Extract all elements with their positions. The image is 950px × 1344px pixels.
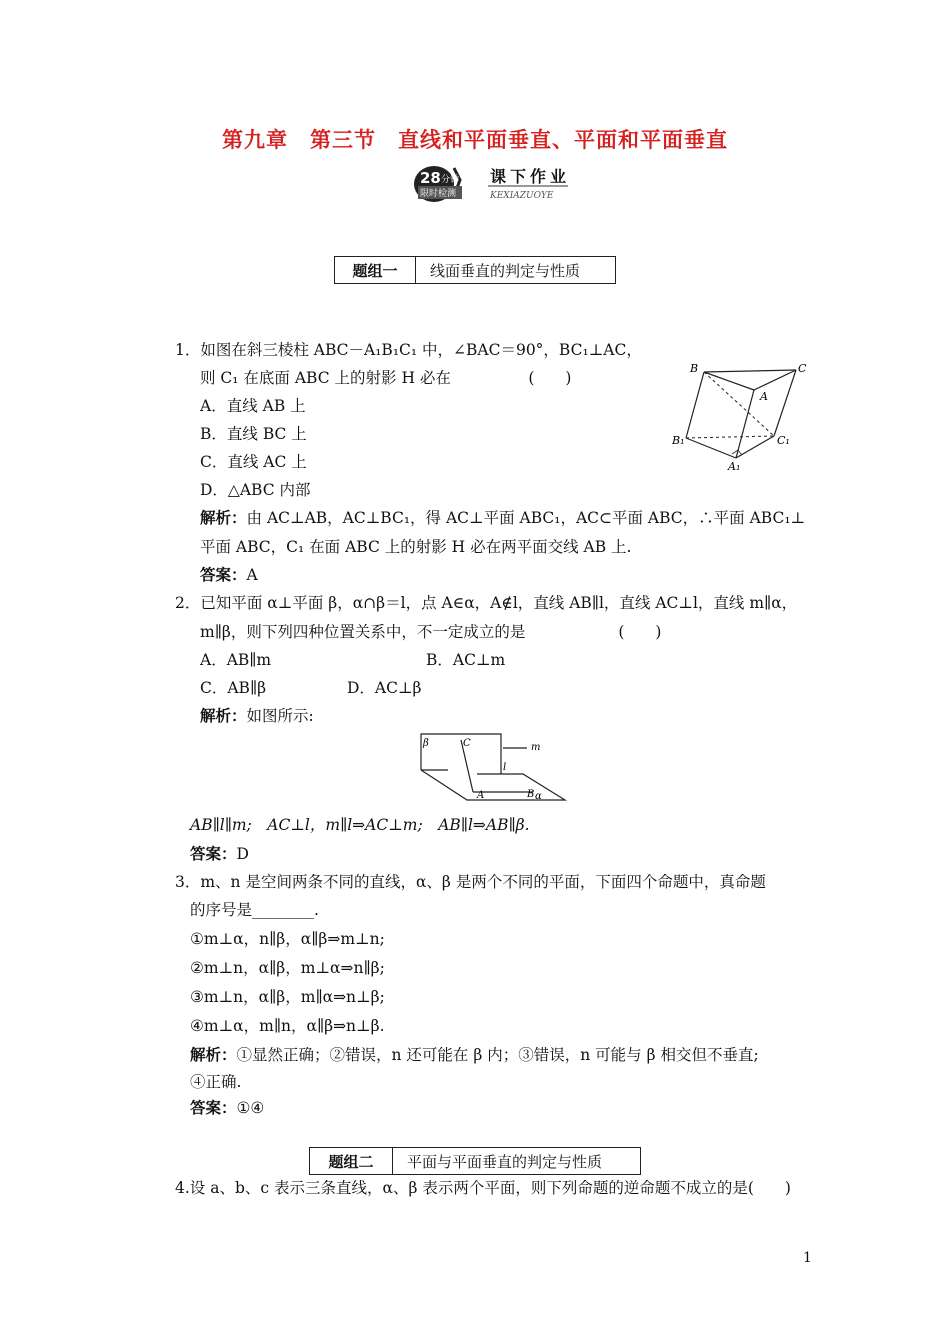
q2-option-d: D．AC⊥β [347, 679, 422, 697]
q2-answer [190, 844, 249, 864]
analysis-label: 解析： [190, 1046, 237, 1064]
banner [408, 160, 578, 204]
q1-line2: 则 C₁ 在底面 ABC 上的射影 H 必在 ( ) [200, 369, 572, 387]
fig-label-A: A [760, 390, 768, 403]
banner-pinyin: KEXIAZUOYE [490, 191, 554, 201]
q2-line1: 2．已知平面 α⊥平面 β，α∩β＝l，点 A∈α，A∉l，直线 AB∥l，直线 AC⊥l，直线 m∥α， [175, 594, 798, 612]
q3-proposition-2: ②m⊥n，α∥β，m⊥α⇒n∥β; [190, 959, 385, 977]
fig-label-A: A [477, 790, 485, 801]
answer-value: D [236, 845, 249, 863]
q3-answer [190, 1098, 264, 1118]
q2-option-c: C．AB∥β [200, 679, 267, 697]
banner-xianshi: 限时检测 [420, 189, 457, 199]
q1-option-c: C．直线 AC 上 [200, 453, 307, 471]
answer-label: 答案： [190, 1099, 237, 1117]
fig-label-A1: A₁ [728, 460, 741, 473]
banner-minutes: 28 [420, 169, 441, 187]
analysis-text: 如图所示: [246, 707, 314, 725]
q2-planes-figure [415, 730, 570, 805]
fig-label-C: C [463, 738, 471, 749]
q1-analysis-2: 平面 ABC，C₁ 在面 ABC 上的射影 H 必在两平面交线 AB 上. [200, 538, 632, 556]
analysis-label: 解析： [200, 707, 247, 725]
q3-analysis-2: ④正确. [190, 1073, 242, 1091]
analysis-text: ①显然正确；②错误，n 还可能在 β 内；③错误，n 可能与 β 相交但不垂直; [236, 1046, 759, 1064]
q2-line2: m∥β，则下列四种位置关系中，不一定成立的是 ( ) [200, 623, 662, 641]
q2-option-a: A．AB∥m [200, 651, 272, 669]
fig-label-B: B [527, 789, 535, 800]
answer-value: ①④ [236, 1099, 265, 1117]
q2-option-b: B．AC⊥m [426, 651, 506, 669]
fig-label-B1: B₁ [672, 434, 685, 447]
answer-label: 答案： [190, 845, 237, 863]
banner-graphic [408, 160, 578, 204]
fig-label-alpha: α [535, 791, 542, 802]
q2-analysis [200, 706, 314, 726]
banner-ke: 课下作业 [490, 167, 571, 186]
answer-label: 答案： [200, 566, 247, 584]
fig-label-beta: β [423, 738, 429, 749]
q1-option-d: D．△ABC 内部 [200, 481, 311, 499]
fig-label-C: C [798, 362, 807, 375]
q3-analysis-1 [190, 1045, 759, 1065]
q1-analysis-1 [200, 508, 805, 528]
banner-fen: 分钟 [441, 175, 460, 185]
group-box-1 [334, 256, 616, 284]
group-label: 题组一 [335, 257, 416, 283]
q3-line1: 3．m、n 是空间两条不同的直线，α、β 是两个不同的平面，下面四个命题中，真命题 [175, 873, 766, 891]
q3-proposition-3: ③m⊥n，α∥β，m∥α⇒n⊥β; [190, 988, 385, 1006]
analysis-label: 解析： [200, 509, 247, 527]
q3-proposition-1: ①m⊥α，n∥β，α∥β⇒m⊥n; [190, 930, 385, 948]
fig-label-C1: C₁ [777, 434, 790, 447]
answer-value: A [246, 566, 258, 584]
fig-label-B: B [690, 362, 699, 375]
analysis-text: 由 AC⊥AB，AC⊥BC₁，得 AC⊥平面 ABC₁，AC⊂平面 ABC，∴平面 ABC₁⊥ [246, 509, 806, 527]
fig-label-m: m [531, 742, 541, 753]
fig-label-l: l [503, 762, 507, 773]
q3-proposition-4: ④m⊥α，m∥n，α∥β⇒n⊥β. [190, 1017, 385, 1035]
q3-line2: 的序号是________. [190, 901, 319, 919]
q2-derivation: AB∥l∥m; AC⊥l，m∥l⇒AC⊥m; AB∥l⇒AB∥β. [190, 816, 530, 834]
q1-answer [200, 565, 258, 585]
q1-line1: 1．如图在斜三棱柱 ABC－A₁B₁C₁ 中，∠BAC＝90°，BC₁⊥AC， [175, 341, 642, 359]
group-box-2 [309, 1147, 641, 1175]
group-name: 线面垂直的判定与性质 [430, 261, 581, 280]
q4-line1: 4.设 a、b、c 表示三条直线，α、β 表示两个平面，则下列命题的逆命题不成立的是( ) [175, 1179, 791, 1197]
group-name: 平面与平面垂直的判定与性质 [407, 1152, 603, 1171]
page-title: 第九章 第三节 直线和平面垂直、平面和平面垂直 [222, 128, 728, 152]
q1-prism-figure [668, 356, 818, 476]
q1-option-b: B．直线 BC 上 [200, 425, 307, 443]
group-label: 题组二 [310, 1148, 393, 1174]
page-number: 1 [803, 1250, 812, 1266]
q1-option-a: A．直线 AB 上 [200, 397, 306, 415]
